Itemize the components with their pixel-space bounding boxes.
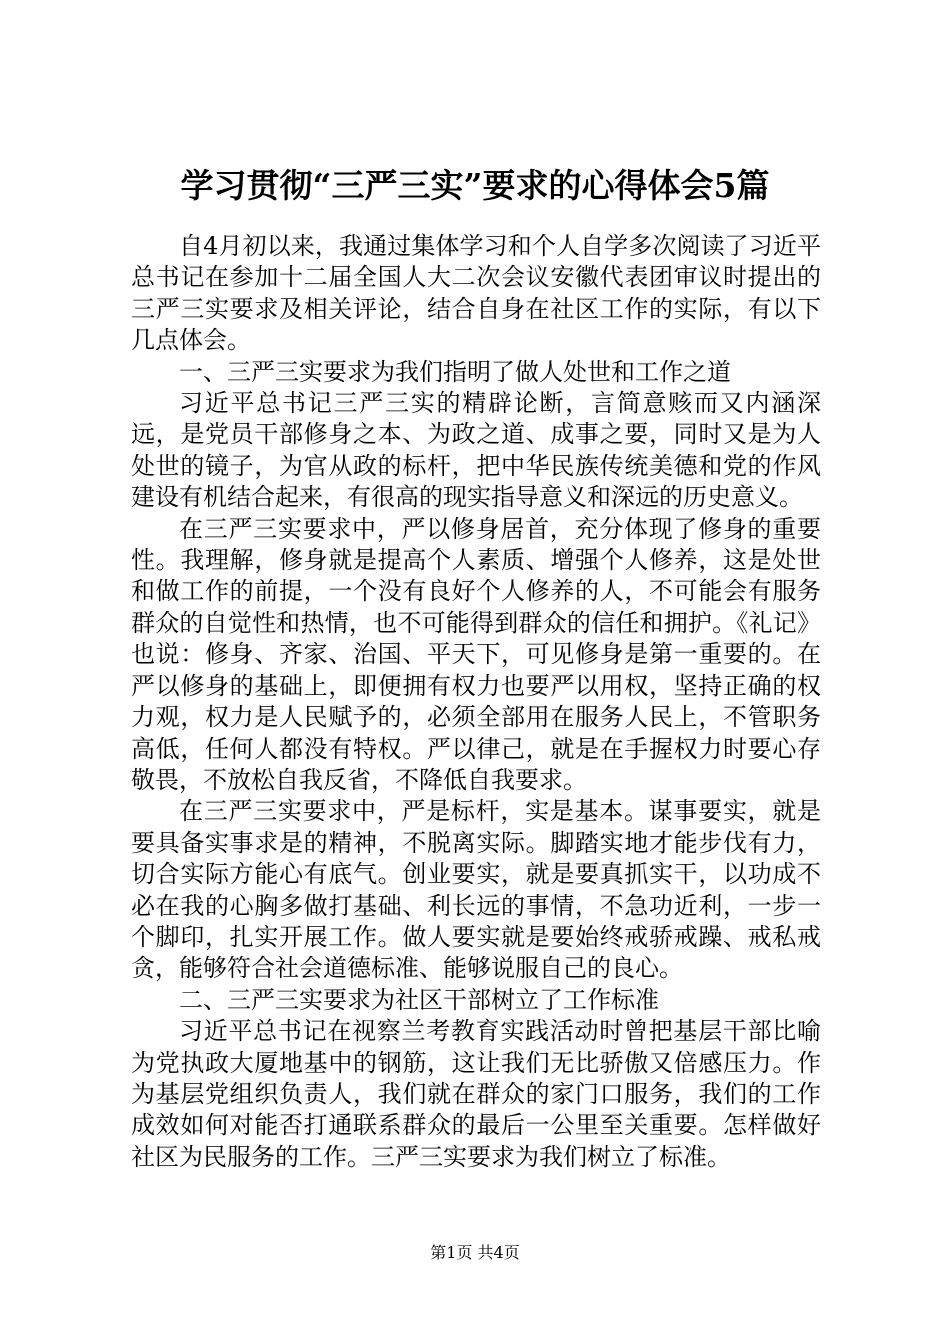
paragraph-intro: 自4月初以来，我通过集体学习和个人自学多次阅读了习近平总书记在参加十二届全国人大二次会议安徽代表团审议时提出的三严三实要求及相关评论，结合自身在社区工作的实际，有以下几点体会。 <box>131 232 821 355</box>
paragraph: 在三严三实要求中，严是标杆，实是基本。谋事要实，就是要具备实事求是的精神，不脱离实际。脚踏实地才能步伐有力，切合实际方能心有底气。创业要实，就是要真抓实干，以功成不必在我的心胸多做打基础、利长远的事情，不急功近利，一步一个脚印，扎实开展工作。做人要实就是要始终戒骄戒躁、戒私戒贪，能够符合社会道德标准、能够说服自己的良心。 <box>131 797 821 983</box>
paragraph: 在三严三实要求中，严以修身居首，充分体现了修身的重要性。我理解，修身就是提高个人素质、增强个人修养，这是处世和做工作的前提，一个没有良好个人修养的人，不可能会有服务群众的自觉性和热情，也不可能得到群众的信任和拥护。《礼记》也说：修身、齐家、治国、平天下，可见修身是第一重要的。在严以修身的基础上，即便拥有权力也要严以用权，坚持正确的权力观，权力是人民赋予的，必须全部用在服务人民上，不管职务高低，任何人都没有特权。严以律己，就是在手握权力时要心存敬畏，不放松自我反省，不降低自我要求。 <box>131 514 821 794</box>
document-title: 学习贯彻“三严三实”要求的心得体会5篇 <box>180 166 770 205</box>
document-body <box>131 231 821 1173</box>
page-footer: 第1页 共4页 <box>430 1243 520 1262</box>
section-heading-2: 二、三严三实要求为社区干部树立了工作标准 <box>179 985 659 1014</box>
section-heading-1: 一、三严三实要求为我们指明了做人处世和工作之道 <box>179 357 731 386</box>
paragraph: 习近平总书记三严三实的精辟论断，言简意赅而又内涵深远，是党员干部修身之本、为政之道、成事之要，同时又是为人处世的镜子，为官从政的标杆，把中华民族传统美德和党的作风建设有机结合起来，有很高的现实指导意义和深远的历史意义。 <box>131 389 821 512</box>
paragraph: 习近平总书记在视察兰考教育实践活动时曾把基层干部比喻为党执政大厦地基中的钢筋，这让我们无比骄傲又倍感压力。作为基层党组织负责人，我们就在群众的家门口服务，我们的工作成效如何对能否打通联系群众的最后一公里至关重要。怎样做好社区为民服务的工作。三严三实要求为我们树立了标准。 <box>131 1017 821 1171</box>
